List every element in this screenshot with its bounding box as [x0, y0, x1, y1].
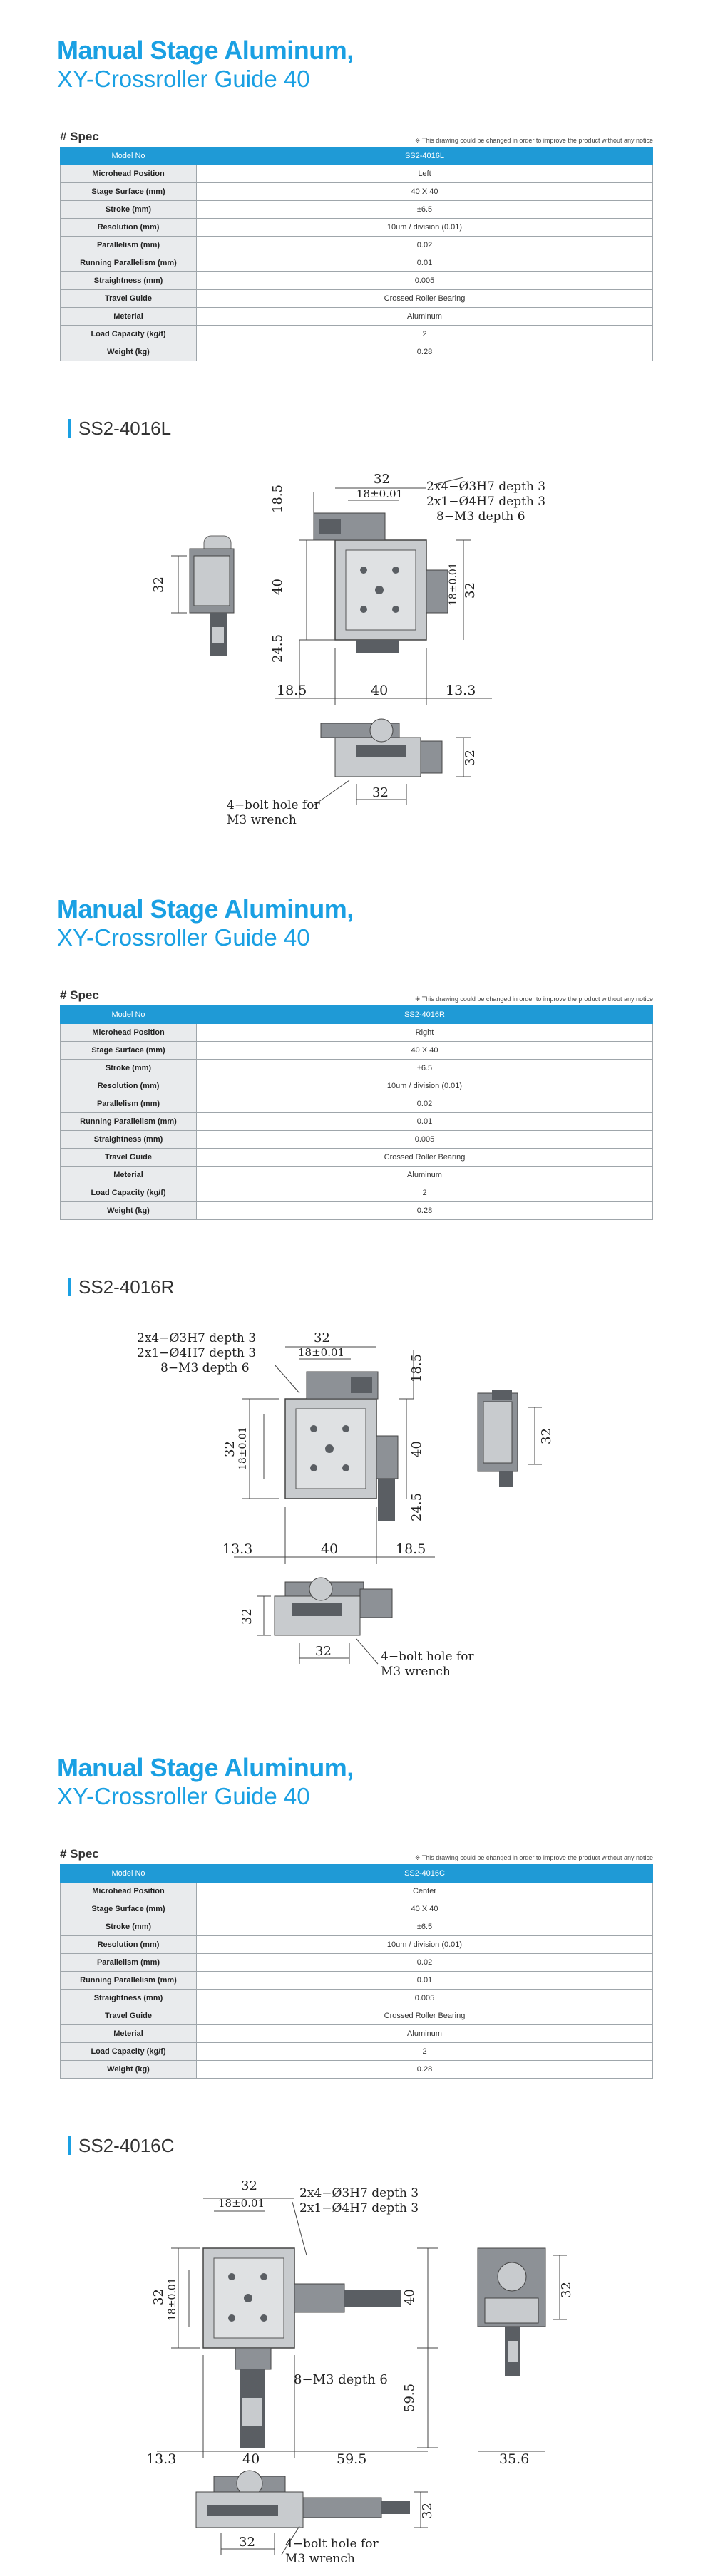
table-row: [61, 1131, 653, 1149]
annotation-label: 4−bolt hole for: [381, 1650, 474, 1664]
spec-note: ※ This drawing could be changed in order to improve the product without any notice: [414, 995, 653, 1003]
table-cell-label: Stroke (mm): [61, 201, 197, 219]
dim-label: 32: [222, 1441, 237, 1457]
dim-label: 32: [539, 1428, 554, 1444]
annotation-label: M3 wrench: [285, 2552, 355, 2566]
spec-note: ※ This drawing could be changed in order to improve the product without any notice: [414, 137, 653, 144]
spec-note: ※ This drawing could be changed in order to improve the product without any notice: [414, 1854, 653, 1861]
spec-heading: # Spec: [60, 130, 99, 143]
table-cell-label: Resolution (mm): [61, 1936, 197, 1954]
table-row: [61, 1900, 653, 1918]
table-cell-value: 10um / division (0.01): [197, 219, 653, 237]
table-row: [61, 1042, 653, 1060]
table-row: [61, 237, 653, 254]
annotation-label: 8−M3 depth 6: [294, 2372, 388, 2387]
table-row: [61, 1077, 653, 1095]
table-row: [61, 1972, 653, 1990]
table-cell-value: Crossed Roller Bearing: [197, 1149, 653, 1167]
dim-label: 40: [409, 1441, 424, 1457]
table-row: [61, 290, 653, 308]
table-row: [61, 1184, 653, 1202]
table-cell-label: Weight (kg): [61, 2061, 197, 2079]
table-cell-label: Parallelism (mm): [61, 237, 197, 254]
annotation-label: 2x4−Ø3H7 depth 3: [137, 1331, 257, 1345]
product-title: Manual Stage Aluminum,: [57, 36, 354, 65]
table-row: [61, 326, 653, 343]
table-cell-label: Travel Guide: [61, 290, 197, 308]
model-heading: SS2-4016C: [68, 2136, 174, 2155]
table-row: [61, 148, 653, 165]
table-cell-label: Weight (kg): [61, 1202, 197, 1220]
table-cell-label: Running Parallelism (mm): [61, 254, 197, 272]
dim-label: 32: [463, 750, 478, 766]
table-cell-label: Parallelism (mm): [61, 1095, 197, 1113]
table-cell-value: 40 X 40: [197, 1042, 653, 1060]
table-cell-value: 10um / division (0.01): [197, 1077, 653, 1095]
table-header-label: Model No: [61, 148, 197, 165]
technical-drawing: [0, 1315, 713, 1714]
table-cell-value: Crossed Roller Bearing: [197, 290, 653, 308]
table-cell-label: Stroke (mm): [61, 1060, 197, 1077]
table-cell-label: Weight (kg): [61, 343, 197, 361]
dim-label: 40: [242, 2451, 260, 2467]
technical-drawing: [0, 2170, 713, 2572]
table-row: [61, 254, 653, 272]
table-cell-label: Meterial: [61, 1167, 197, 1184]
technical-drawing: [0, 456, 713, 855]
annotation-label: 2x1−Ø4H7 depth 3: [137, 1346, 257, 1360]
table-row: [61, 1865, 653, 1883]
table-header-label: Model No: [61, 1006, 197, 1024]
side-view: [171, 536, 234, 656]
table-cell-value: Left: [197, 165, 653, 183]
table-cell-label: Resolution (mm): [61, 219, 197, 237]
table-cell-value: 0.28: [197, 1202, 653, 1220]
table-cell-value: Center: [197, 1883, 653, 1900]
table-cell-value: 0.28: [197, 343, 653, 361]
product-title: Manual Stage Aluminum,: [57, 1753, 354, 1782]
spec-heading: # Spec: [60, 988, 99, 1002]
table-row: [61, 272, 653, 290]
table-row: [61, 1167, 653, 1184]
table-cell-value: 0.02: [197, 237, 653, 254]
dim-label: 18±0.01: [356, 487, 404, 500]
table-cell-value: 0.02: [197, 1095, 653, 1113]
product-subtitle: XY-Crossroller Guide 40: [57, 1783, 310, 1809]
product-section-right: [0, 859, 713, 1714]
table-row: [61, 343, 653, 361]
annotation-label: M3 wrench: [227, 813, 297, 827]
annotation-label: 4−bolt hole for: [285, 2537, 379, 2551]
table-cell-value: 0.02: [197, 1954, 653, 1972]
dim-label: 59.5: [402, 2383, 417, 2412]
dim-label: 40: [321, 1541, 339, 1557]
dim-label: 18±0.01: [298, 1346, 345, 1359]
table-row: [61, 2061, 653, 2079]
dim-label: 13.3: [146, 2451, 177, 2467]
dim-label: 35.6: [499, 2451, 530, 2467]
table-cell-value: 2: [197, 1184, 653, 1202]
dim-label: 40: [371, 683, 389, 698]
annotation-label: 8−M3 depth 6: [436, 509, 525, 524]
table-cell-label: Meterial: [61, 308, 197, 326]
dim-label: 32: [240, 1608, 255, 1625]
table-cell-label: Parallelism (mm): [61, 1954, 197, 1972]
table-cell-label: Stroke (mm): [61, 1918, 197, 1936]
table-cell-value: ±6.5: [197, 201, 653, 219]
table-row: [61, 308, 653, 326]
model-heading: SS2-4016L: [68, 419, 171, 438]
table-cell-value: 0.28: [197, 2061, 653, 2079]
table-cell-label: Load Capacity (kg/f): [61, 2043, 197, 2061]
table-cell-label: Running Parallelism (mm): [61, 1113, 197, 1131]
model-heading: SS2-4016R: [68, 1278, 174, 1296]
dim-label: 32: [241, 2178, 257, 2193]
table-header-value: SS2-4016L: [197, 148, 653, 165]
product-section-center: [0, 1717, 713, 2576]
dim-label: 18.5: [409, 1353, 424, 1382]
table-row: [61, 1113, 653, 1131]
table-cell-value: 0.005: [197, 272, 653, 290]
spec-table: [60, 147, 653, 361]
top-view: [157, 2198, 438, 2458]
product-subtitle: XY-Crossroller Guide 40: [57, 66, 310, 92]
table-cell-label: Travel Guide: [61, 2007, 197, 2025]
table-row: [61, 1060, 653, 1077]
table-cell-label: Stage Surface (mm): [61, 183, 197, 201]
dim-label: 13.3: [446, 683, 476, 698]
dim-label: 18±0.01: [448, 562, 459, 606]
annotation-label: 8−M3 depth 6: [160, 1361, 250, 1375]
spec-table: [60, 1005, 653, 1220]
table-cell-value: Aluminum: [197, 308, 653, 326]
table-header-label: Model No: [61, 1865, 197, 1883]
annotation-label: 4−bolt hole for: [227, 798, 320, 812]
table-header-value: SS2-4016C: [197, 1865, 653, 1883]
table-cell-label: Travel Guide: [61, 1149, 197, 1167]
dim-label: 18.5: [277, 683, 307, 698]
dim-label: 32: [151, 576, 166, 593]
table-row: [61, 201, 653, 219]
top-view: [234, 1347, 435, 1564]
product-title: Manual Stage Aluminum,: [57, 894, 354, 924]
table-cell-value: 40 X 40: [197, 183, 653, 201]
side-view: [478, 1390, 542, 1487]
table-cell-label: Meterial: [61, 2025, 197, 2043]
dim-label: 24.5: [409, 1492, 424, 1521]
table-row: [61, 1149, 653, 1167]
product-subtitle: XY-Crossroller Guide 40: [57, 924, 310, 951]
table-row: [61, 1006, 653, 1024]
dim-label: 18±0.01: [218, 2197, 265, 2210]
table-header-value: SS2-4016R: [197, 1006, 653, 1024]
table-cell-value: ±6.5: [197, 1060, 653, 1077]
table-row: [61, 1918, 653, 1936]
table-cell-label: Stage Surface (mm): [61, 1900, 197, 1918]
table-cell-value: Aluminum: [197, 2025, 653, 2043]
annotation-label: 2x1−Ø4H7 depth 3: [426, 495, 546, 509]
dim-label: 32: [314, 1330, 330, 1345]
table-row: [61, 1202, 653, 1220]
table-cell-label: Straightness (mm): [61, 1131, 197, 1149]
dim-label: 18.5: [396, 1541, 426, 1557]
dim-label: 59.5: [337, 2451, 367, 2467]
dim-label: 18±0.01: [167, 2277, 178, 2321]
table-row: [61, 1883, 653, 1900]
table-row: [61, 2043, 653, 2061]
table-cell-value: 40 X 40: [197, 1900, 653, 1918]
spec-heading: # Spec: [60, 1847, 99, 1861]
table-cell-label: Stage Surface (mm): [61, 1042, 197, 1060]
table-cell-value: 2: [197, 2043, 653, 2061]
dim-label: 32: [463, 582, 478, 599]
table-cell-label: Load Capacity (kg/f): [61, 1184, 197, 1202]
table-cell-value: 0.005: [197, 1990, 653, 2007]
table-row: [61, 1936, 653, 1954]
table-row: [61, 183, 653, 201]
table-cell-value: 0.01: [197, 254, 653, 272]
dim-label: 18±0.01: [237, 1427, 249, 1470]
table-cell-label: Running Parallelism (mm): [61, 1972, 197, 1990]
dim-label: 32: [420, 2503, 435, 2519]
side-view: [478, 2248, 567, 2451]
table-cell-value: Crossed Roller Bearing: [197, 2007, 653, 2025]
table-cell-value: 2: [197, 326, 653, 343]
dim-label: 32: [315, 1644, 332, 1659]
table-cell-label: Load Capacity (kg/f): [61, 326, 197, 343]
annotation-label: 2x4−Ø3H7 depth 3: [299, 2186, 419, 2200]
dim-label: 40: [270, 579, 285, 595]
dim-label: 40: [402, 2289, 417, 2305]
spec-table: [60, 1864, 653, 2079]
table-row: [61, 1024, 653, 1042]
table-row: [61, 1990, 653, 2007]
annotation-label: M3 wrench: [381, 1665, 451, 1679]
table-cell-value: 0.01: [197, 1113, 653, 1131]
dim-label: 13.3: [222, 1541, 253, 1557]
table-row: [61, 2007, 653, 2025]
dim-label: 32: [374, 472, 390, 487]
product-section-left: [0, 0, 713, 855]
front-view: [314, 719, 471, 805]
table-row: [61, 1095, 653, 1113]
table-row: [61, 219, 653, 237]
dim-label: 18.5: [270, 484, 285, 513]
dim-label: 32: [372, 785, 389, 800]
table-cell-value: Right: [197, 1024, 653, 1042]
table-cell-value: 0.01: [197, 1972, 653, 1990]
table-cell-label: Microhead Position: [61, 165, 197, 183]
table-cell-label: Microhead Position: [61, 1883, 197, 1900]
table-row: [61, 165, 653, 183]
table-row: [61, 1954, 653, 1972]
table-cell-value: Aluminum: [197, 1167, 653, 1184]
table-cell-label: Microhead Position: [61, 1024, 197, 1042]
table-cell-value: ±6.5: [197, 1918, 653, 1936]
annotation-label: 2x4−Ø3H7 depth 3: [426, 480, 546, 494]
table-cell-label: Resolution (mm): [61, 1077, 197, 1095]
dim-label: 32: [559, 2282, 574, 2298]
dim-label: 24.5: [270, 633, 285, 663]
table-cell-value: 10um / division (0.01): [197, 1936, 653, 1954]
dim-label: 32: [151, 2289, 166, 2305]
dim-label: 32: [239, 2535, 255, 2550]
table-row: [61, 2025, 653, 2043]
table-cell-label: Straightness (mm): [61, 272, 197, 290]
table-cell-value: 0.005: [197, 1131, 653, 1149]
annotation-label: 2x1−Ø4H7 depth 3: [299, 2201, 419, 2215]
table-cell-label: Straightness (mm): [61, 1990, 197, 2007]
